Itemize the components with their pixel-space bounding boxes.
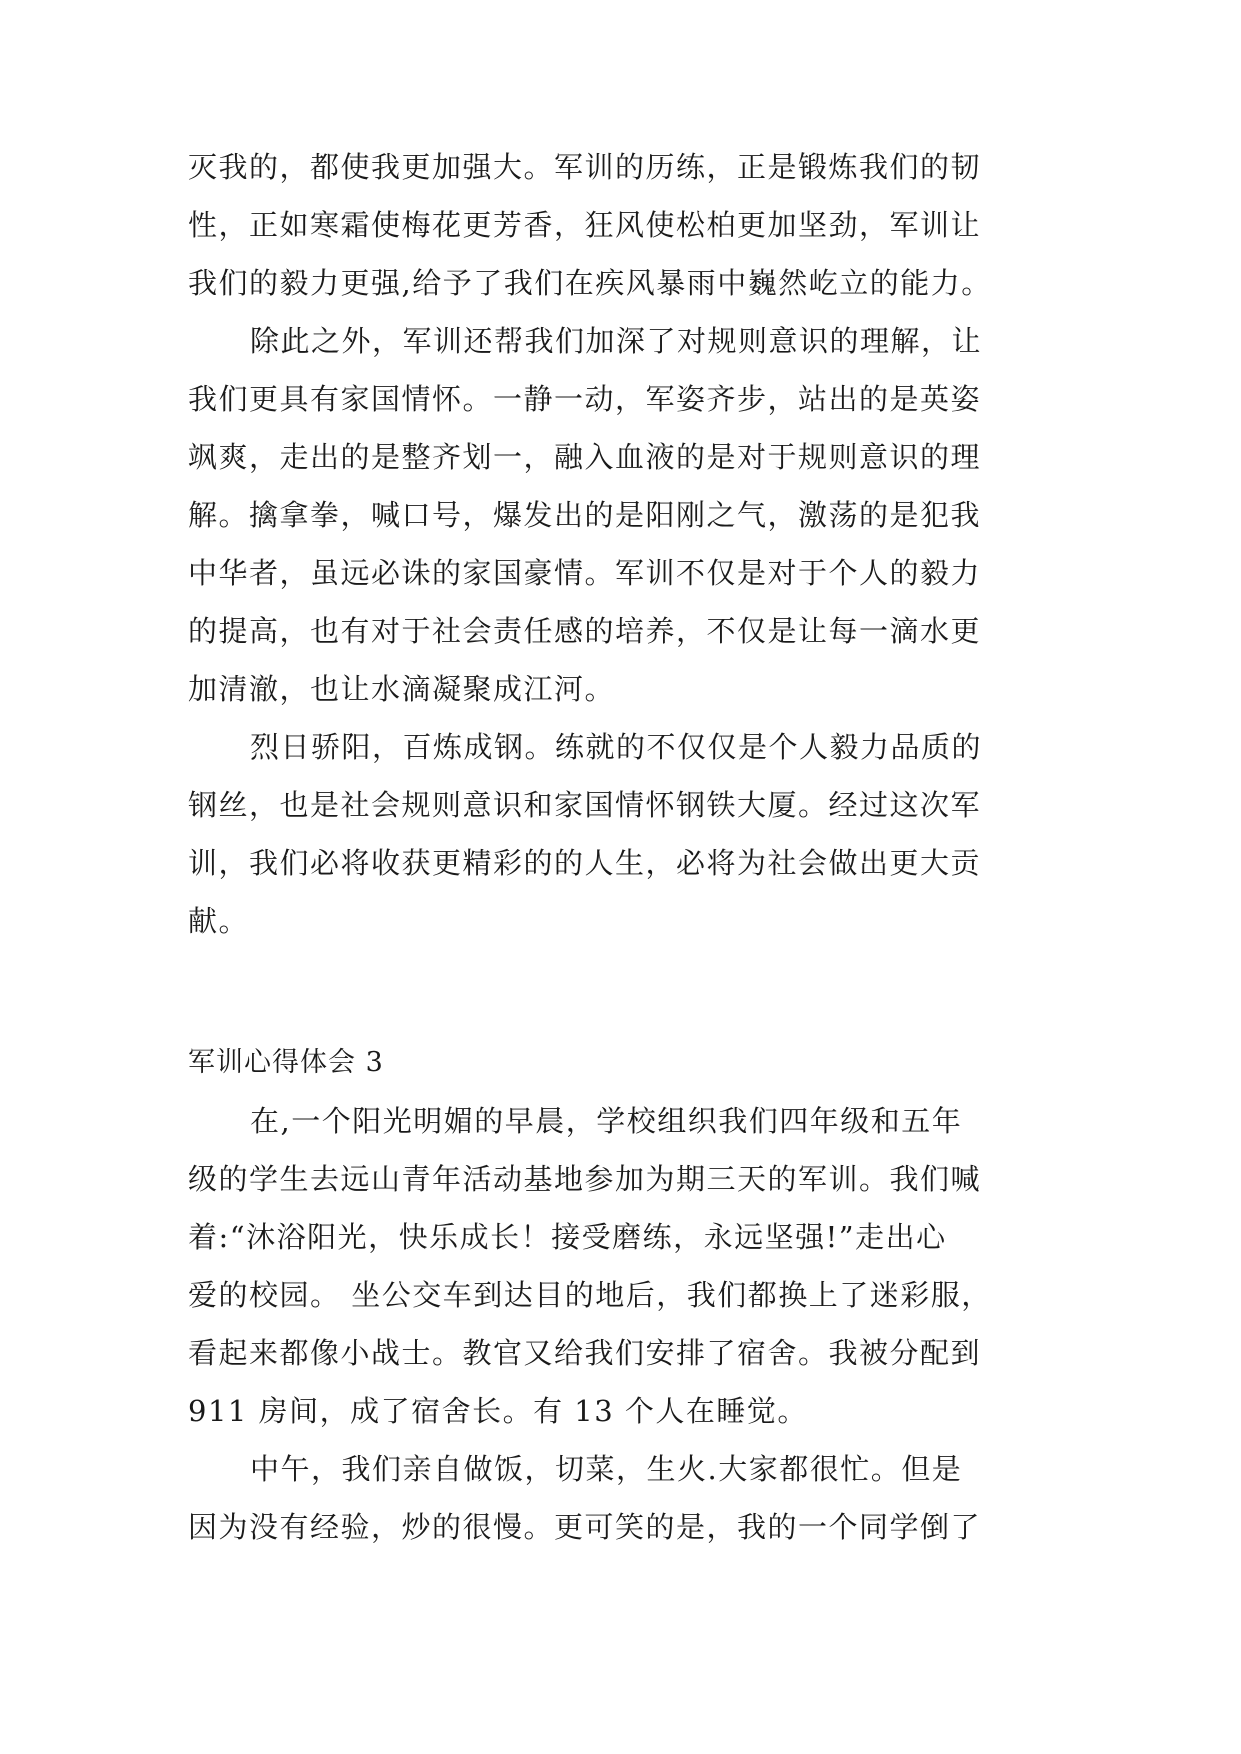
text-line: 训，我们必将收获更精彩的的人生，必将为社会做出更大贡 [188, 846, 982, 880]
paragraph-start-line: 在,一个阳光明媚的早晨，学校组织我们四年级和五年 [250, 1104, 963, 1138]
text-line: 解。擒拿拳，喊口号，爆发出的是阳刚之气，激荡的是犯我 [188, 498, 982, 532]
body-section-2 [188, 1092, 1056, 1556]
paragraph-start-line: 除此之外，军训还帮我们加深了对规则意识的理解，让 [250, 324, 983, 358]
text-line: 我们的毅力更强,给予了我们在疾风暴雨中巍然屹立的能力。 [188, 266, 992, 300]
text-line: 着:“沐浴阳光，快乐成长！接受磨练，永远坚强!”走出心 [188, 1220, 947, 1254]
text-line: 我们更具有家国情怀。一静一动，军姿齐步，站出的是英姿 [188, 382, 982, 416]
text-line: 中华者，虽远必诛的家国豪情。军训不仅是对于个人的毅力 [188, 556, 982, 590]
text-line: 钢丝，也是社会规则意识和家国情怀钢铁大厦。经过这次军 [188, 788, 982, 822]
text-line: 级的学生去远山青年活动基地参加为期三天的军训。我们喊 [188, 1162, 982, 1196]
text-line: 看起来都像小战士。教官又给我们安排了宿舍。我被分配到 [188, 1336, 982, 1370]
text-line: 飒爽，走出的是整齐划一，融入血液的是对于规则意识的理 [188, 440, 982, 474]
text-line: 爱的校园。 坐公交车到达目的地后，我们都换上了迷彩服， [188, 1278, 992, 1312]
text-line: 性，正如寒霜使梅花更芳香，狂风使松柏更加坚劲，军训让 [188, 208, 982, 242]
section-heading: 军训心得体会 3 [188, 1047, 384, 1078]
paragraph-start-line: 烈日骄阳，百炼成钢。练就的不仅仅是个人毅力品质的 [250, 730, 983, 764]
text-line: 献。 [188, 904, 250, 938]
text-line: 911 房间，成了宿舍长。有 13 个人在睡觉。 [188, 1394, 808, 1428]
text-line: 灭我的，都使我更加强大。军训的历练，正是锻炼我们的韧 [188, 150, 982, 184]
text-line: 因为没有经验，炒的很慢。更可笑的是，我的一个同学倒了 [188, 1510, 982, 1544]
paragraph-start-line: 中午，我们亲自做饭，切菜，生火.大家都很忙。但是 [250, 1452, 963, 1486]
text-line: 加清澈，也让水滴凝聚成江河。 [188, 672, 616, 706]
text-line: 的提高，也有对于社会责任感的培养，不仅是让每一滴水更 [188, 614, 982, 648]
body-section-1 [188, 138, 1056, 950]
